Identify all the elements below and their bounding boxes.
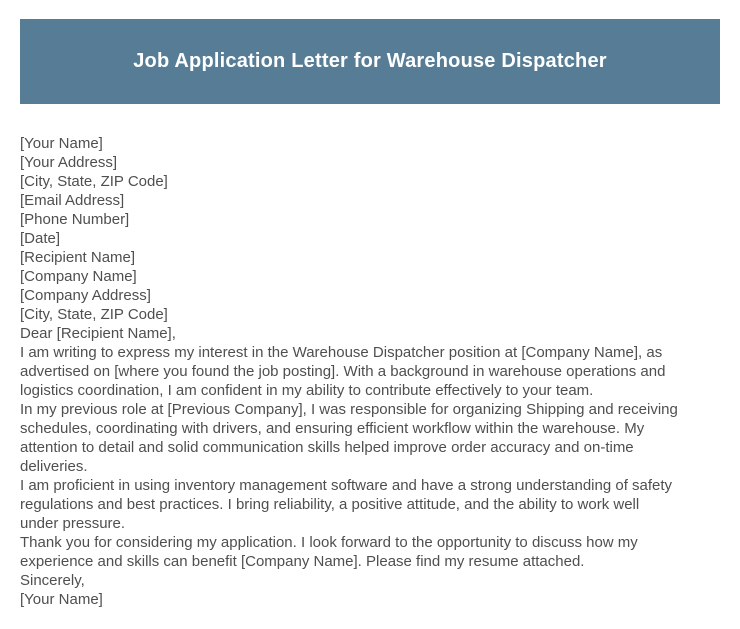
letter-body (20, 134, 732, 609)
letter-line: logistics coordination, I am confident in my ability to contribute effectively to your team. (20, 382, 594, 399)
letter-line: advertised on [where you found the job posting]. With a background in warehouse operations and (20, 363, 666, 380)
letter-line: Thank you for considering my application. I look forward to the opportunity to discuss how my (20, 534, 638, 551)
letter-line: attention to detail and solid communication skills helped improve order accuracy and on-time (20, 439, 634, 456)
letter-line: deliveries. (20, 458, 88, 475)
letter-line: Dear [Recipient Name], (20, 325, 176, 342)
letter-line: [City, State, ZIP Code] (20, 306, 168, 323)
page-title: Job Application Letter for Warehouse Dispatcher (133, 50, 607, 72)
letter-line: In my previous role at [Previous Company], I was responsible for organizing Shipping and receiving (20, 401, 678, 418)
letter-line: experience and skills can benefit [Company Name]. Please find my resume attached. (20, 553, 585, 570)
letter-line: I am proficient in using inventory management software and have a strong understanding of safety (20, 477, 673, 494)
letter-line: schedules, coordinating with drivers, and ensuring efficient workflow within the warehouse. My (20, 420, 645, 437)
letter-line: Sincerely, (20, 572, 85, 589)
letter-line: [Email Address] (20, 192, 125, 209)
letter-line: [Company Name] (20, 268, 137, 285)
letter-line: [Your Address] (20, 154, 118, 171)
letter-line: regulations and best practices. I bring reliability, a positive attitude, and the ability to work well (20, 496, 640, 513)
letter-line: [Your Name] (20, 135, 103, 152)
letter-line: [Company Address] (20, 287, 151, 304)
letter-line: [Phone Number] (20, 211, 130, 228)
letter-line: I am writing to express my interest in the Warehouse Dispatcher position at [Company Name], as (20, 344, 663, 361)
letter-line: [Recipient Name] (20, 249, 136, 266)
letter-line: [City, State, ZIP Code] (20, 173, 168, 190)
header-banner (20, 19, 720, 104)
letter-line: under pressure. (20, 515, 126, 532)
letter-line: [Date] (20, 230, 61, 247)
letter-line: [Your Name] (20, 591, 103, 608)
